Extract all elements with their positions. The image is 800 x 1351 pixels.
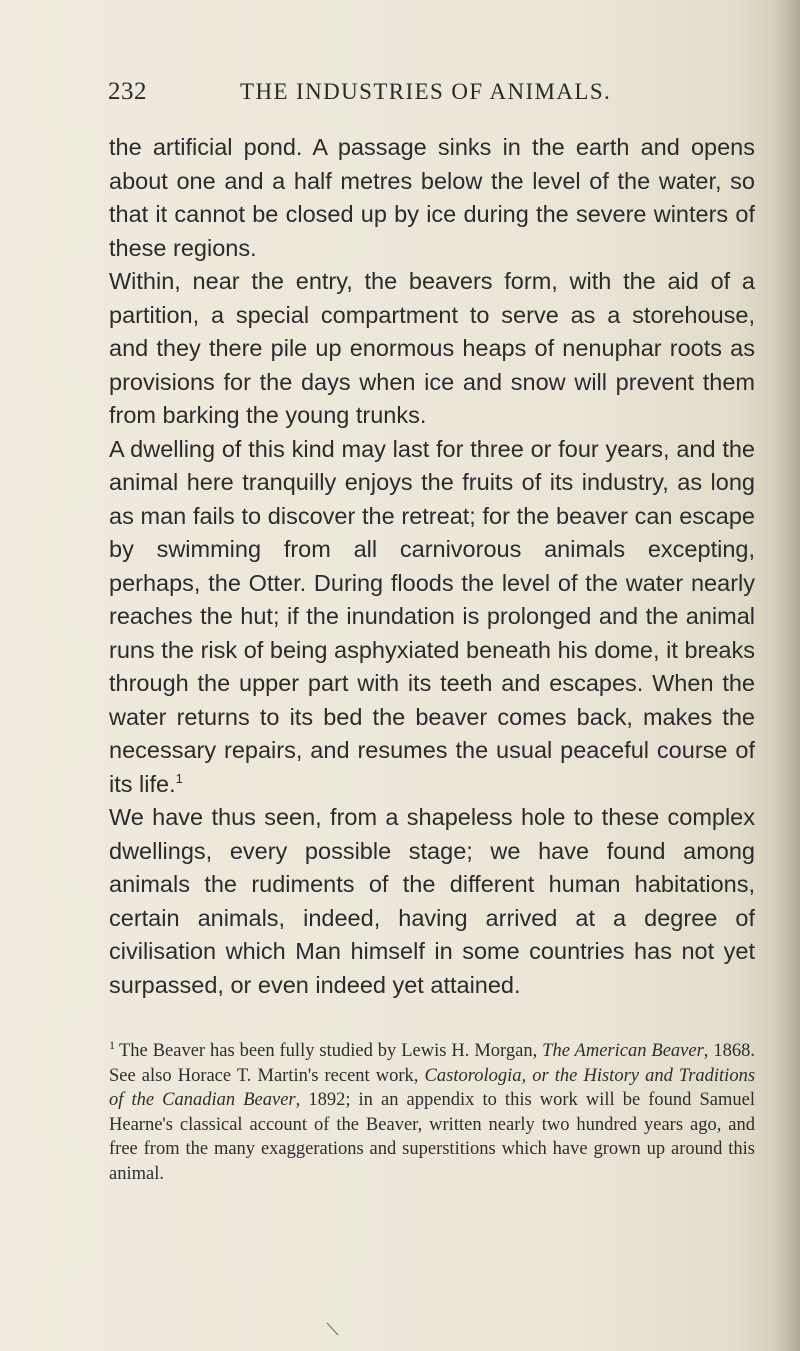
paragraph-2: [109, 265, 755, 433]
footnote-title-american-beaver: The American Beaver: [542, 1041, 704, 1061]
footnote-text: [109, 1039, 755, 1186]
paragraph-3: [109, 433, 755, 802]
paragraph-3-text: A dwelling of this kind may last for three or four years, and the animal here tranquilly enjoys the fruits of its industry, as long as man fails to discover the retreat; for the beaver can escape by swimming from all carnivorous animals excepting, perhaps, the Otter. During floods the level of the water nearly reaches the hut; if the inundation is prolonged and the animal runs the risk of being asphyxiated beneath his dome, it breaks through the upper part with its teeth and escapes. When the water returns to its bed the beaver comes back, makes the necessary repairs, and resumes the usual peaceful course of its life.: [109, 435, 755, 797]
body-text: [109, 131, 755, 1002]
footnote-title-castorologia: Castorologia, or the History and Traditions of the Canadian Beaver: [109, 1065, 756, 1110]
footnote: [109, 1039, 755, 1186]
footnote-text-c: , 1892; in an appendix to this work will be found Samuel Hearne's classical account of the Beaver, written nearly two hundred years ago, and free from the many exaggerations and superstitions which have grown up around this animal.: [109, 1090, 755, 1184]
page-edge-shadow: [772, 0, 800, 1351]
footnote-mark: 1: [109, 1037, 115, 1052]
footnote-reference: 1: [175, 770, 183, 786]
page-header: [108, 74, 758, 114]
paragraph-1: the artificial pond. A passage sinks in the earth and opens about one and a half metres below the level of the water, so that it cannot be closed up by ice during the severe winters of these regions.: [109, 134, 755, 261]
paragraph-2-text: Within, near the entry, the beavers form, with the aid of a partition, a special compartment to serve as a storehouse, and they there pile up enormous heaps of nenuphar roots as provisions for the days when ice and snow will prevent them from barking the young trunks.: [109, 268, 755, 428]
stray-pencil-mark: [326, 1322, 340, 1336]
footnote-text-a: The Beaver has been fully studied by Lewis H. Morgan,: [119, 1041, 538, 1061]
page-number: 232: [108, 78, 147, 105]
paragraph-4: We have thus seen, from a shapeless hole to these complex dwellings, every possible stage; we have found among animals the rudiments of the different human habitations, certain animals, indeed, having arrived at a degree of civilisation which Man himself in some countries has not yet surpassed, or even indeed yet attained.: [109, 804, 755, 998]
footnote-text-b: , 1868. See also Horace T. Martin's recent work,: [109, 1041, 755, 1086]
running-head: THE INDUSTRIES OF ANIMALS.: [240, 79, 612, 104]
